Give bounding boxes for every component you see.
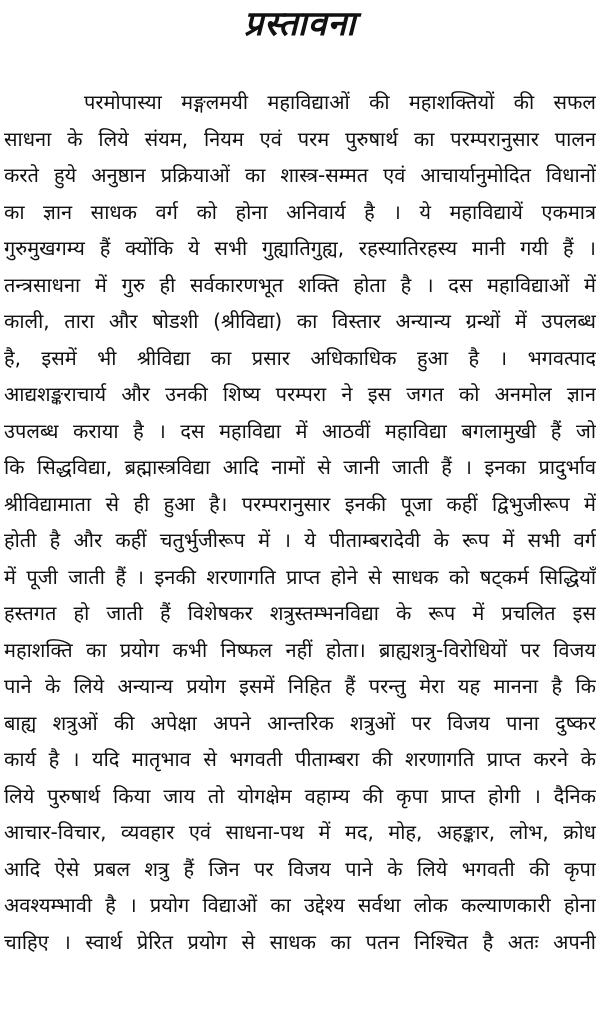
page-title: प्रस्तावना (243, 4, 357, 44)
text-line: में पूजी जाती हैं । इनकी शरणागति प्राप्त होने से साधक को षट्कर्म सिद्धियाँ (4, 564, 596, 589)
text-line: है, इसमें भी श्रीविद्या का प्रसार अधिकाधिक हुआ है । भगवत्पाद (4, 345, 596, 370)
text-line: महाशक्ति का प्रयोग कभी निष्फल नहीं होता। ब्राह्यशत्रु-विरोधियों पर विजय (4, 637, 596, 662)
text-line: गुरुमुखगम्य हैं क्योंकि ये सभी गुह्यातिगुह्य, रहस्यातिरहस्य मानी गयी हैं । (4, 236, 596, 260)
text-line: आदि ऐसे प्रबल शत्रु हैं जिन पर विजय पाने के लिये भगवती की कृपा (4, 856, 596, 881)
text-line: बाह्य शत्रुओं की अपेक्षा अपने आन्तरिक शत्रुओं पर विजय पाना दुष्कर (4, 710, 596, 735)
text-line: साधना के लिये संयम, नियम एवं परम पुरुषार्थ का परम्परानुसार पालन (4, 126, 596, 151)
text-line: पाने के लिये अन्यान्य प्रयोग इसमें निहित हैं परन्तु मेरा यह मानना है कि (4, 674, 596, 698)
text-line: होती है और कहीं चतुर्भुजीरूप में । ये पीताम्बरादेवी के रूप में सभी वर्ग (4, 528, 596, 552)
text-line: कि सिद्धविद्या, ब्रह्मास्त्रविद्या आदि नामों से जानी जाती हैं । इनका प्रादुर्भाव (4, 455, 596, 479)
text-line: का ज्ञान साधक वर्ग को होना अनिवार्य है । ये महाविद्यायें एकमात्र (4, 199, 596, 224)
text-line: अवश्यम्भावी है । प्रयोग विद्याओं का उद्देश्य सर्वथा लोक कल्याणकारी होना (4, 893, 596, 917)
text-line: लिये पुरुषार्थ किया जाय तो योगक्षेम वहाम्य की कृपा प्राप्त होगी । दैनिक (4, 783, 596, 808)
text-line: चाहिए । स्वार्थ प्रेरित प्रयोग से साधक का पतन निश्चित है अतः अपनी (4, 929, 596, 954)
text-line: परमोपास्या मङ्गलमयी महाविद्याओं की महाशक्तियों की सफल (84, 90, 596, 114)
text-line: श्रीविद्यामाता से ही हुआ है। परम्परानुसार इनकी पूजा कहीं द्विभुजीरूप में (4, 491, 596, 516)
text-line: आचार-विचार, व्यवहार एवं साधना-पथ में मद, मोह, अहङ्कार, लोभ, क्रोध (4, 820, 596, 844)
text-line: करते हुये अनुष्ठान प्रक्रियाओं का शास्त्र-सम्मत एवं आचार्यानुमोदित विधानों (4, 163, 596, 187)
text-line: कार्य है । यदि मातृभाव से भगवती पीताम्बरा की शरणागति प्राप्त करने के (4, 747, 596, 771)
text-line: हस्तगत हो जाती हैं विशेषकर शत्रुस्तम्भनविद्या के रूप में प्रचलित इस (4, 601, 596, 625)
text-line: तन्त्रसाधना में गुरु ही सर्वकारणभूत शक्ति होता है । दस महाविद्याओं में (4, 272, 596, 297)
text-line: काली, तारा और षोडशी (श्रीविद्या) का विस्तार अन्यान्य ग्रन्थों में उपलब्ध (4, 309, 596, 333)
body-paragraph (4, 84, 596, 960)
text-line: आद्यशङ्कराचार्य और उनकी शिष्य परम्परा ने इस जगत को अनमोल ज्ञान (4, 382, 596, 406)
text-line: उपलब्ध कराया है । दस महाविद्या में आठवीं महाविद्या बगलामुखी हैं जो (4, 418, 596, 443)
